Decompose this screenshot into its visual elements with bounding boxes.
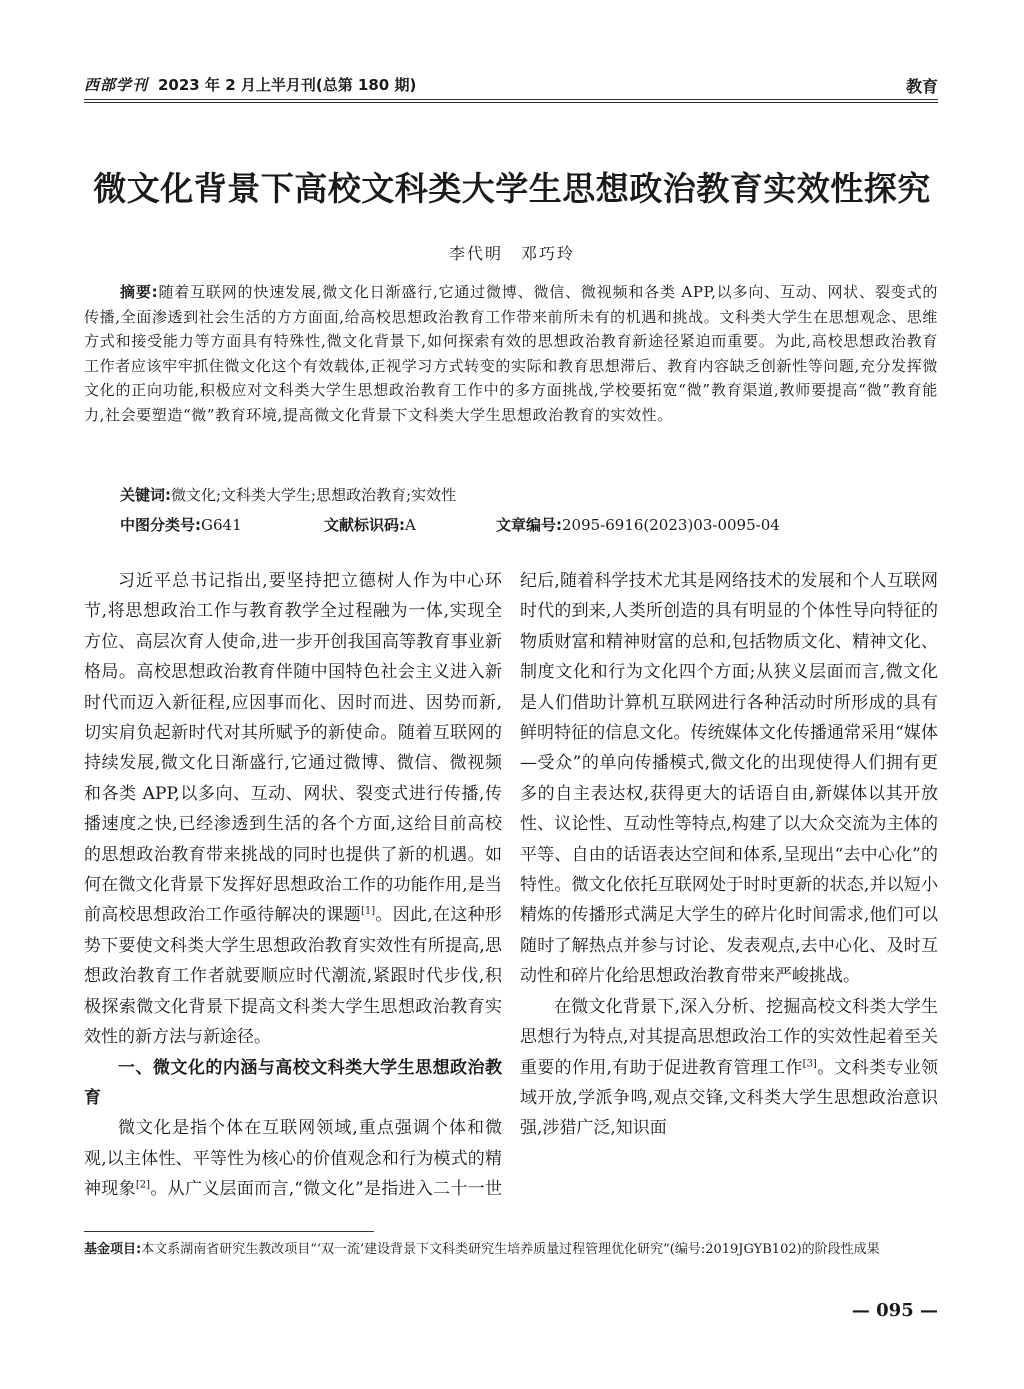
- funding-text: 本文系湖南省研究生教改项目“‘双一流’建设背景下文科类研究生培养质量过程管理优化研究”(编号:2019JGYB102)的阶段性成果: [141, 1242, 880, 1257]
- header-rule-bottom: [84, 102, 938, 103]
- citation-ref: [2]: [135, 1179, 151, 1191]
- article-number: 文章编号:2095-6916(2023)03-0095-04: [496, 516, 780, 534]
- abstract-label: 摘要:: [120, 283, 159, 301]
- body-column-left: [84, 566, 938, 1206]
- header-rule-top: [84, 99, 938, 100]
- article-authors: 李代明 邓巧玲: [448, 244, 575, 263]
- body-paragraph: 习近平总书记指出,要坚持把立德树人作为中心环节,将思想政治工作与教育教学全过程融为一体,实现全方位、高层次育人使命,进一步开创我国高等教育事业新格局。高校思想政治教育伴随中国特色社会主义进入新时代而迈入新征程,应因事而化、因时而进、因势而新,切实肩负起新时代对其所赋予的新使命。随着互联网的持续发展,微文化日渐盛行,它通过微博、微信、微视频和各类 APP,以多向、互动、网状、裂变式进行传播,传播速度之快,已经渗透到生活的各个方面,这给目前高校的思想政治教育带来挑战的同时也提供了新的机遇。如何在微文化背景下发挥好思想政治工作的功能作用,是当前高校思想政治工作亟待解决的课题[1]。因此,在这种形势下要使文科类大学生思想政治教育实效性有所提高,思想政治教育工作者就要顺应时代潮流,紧跟时代步伐,积极探索微文化背景下提高文科类大学生思想政治教育实效性的新方法与新途径。: [84, 571, 503, 1048]
- abstract-text: 随着互联网的快速发展,微文化日渐盛行,它通过微博、微信、微视频和各类 APP,以多向、互动、网状、裂变式的传播,全面渗透到社会生活的方方面面,给高校思想政治教育工作带来前所未有的机遇和挑战。文科类大学生在思想观念、思维方式和接受能力等方面具有特殊性,微文化背景下,如何探索有效的思想政治教育新途径紧迫而重要。为此,高校思想政治教育工作者应该牢牢抓住微文化这个有效载体,正视学习方式转变的实际和教育思想滞后、教育内容缺乏创新性等问题,充分发挥微文化的正向功能,积极应对文科类大学生思想政治教育工作中的多方面挑战,学校要拓宽“微”教育渠道,教师要提高“微”教育能力,社会要塑造“微”教育环境,提高微文化背景下文科类大学生思想政治教育的实效性。: [84, 283, 938, 424]
- document-code: 文献标识码:A: [324, 516, 416, 534]
- classification-line: [120, 515, 938, 535]
- body-paragraph-3: 在微文化背景下,深入分析、挖掘高校文科类大学生思想行为特点,对其提高思想政治工作的实效性起着至关重要的作用,有助于促进教育管理工作[3]。文科类专业领域开放,学派争鸣,观点交锋,文科类大学生思想政治意识强,涉猎广泛,知识面: [520, 996, 938, 1139]
- citation-ref: [3]: [802, 1057, 817, 1069]
- funding-note: [84, 1240, 938, 1260]
- footnote-rule: [84, 1231, 374, 1232]
- keywords: [120, 485, 938, 505]
- keywords-text: 微文化;文科类大学生;思想政治教育;实效性: [171, 486, 457, 504]
- clc-code: 中图分类号:G641: [120, 516, 242, 534]
- journal-masthead: 西部学刊: [84, 76, 149, 94]
- issue-info: 2023 年 2 月上半月刊(总第 180 期): [158, 76, 417, 94]
- section-heading: 一、微文化的内涵与高校文科类大学生思想政治教育: [84, 1057, 502, 1108]
- body-paragraph: 微文化是指个体在互联网领域,重点强调个体和微观,以主体性、平等性为核心的价值观念和行为模式的精神现象[2]。从广义层面而言,“微文化”是指进入二十一世纪后,随着科学技术尤其是网络技术的发展和个人互联网时代的到来,人类所创造的具有明显的个体性导向特征的物质财富和精神财富的总和,包括物质文化、精神文化、制度文化和行为文化四个方面;从狭义层面而言,微文化是人们借助计算机互联网进行各种活动时所形成的具有鲜明特征的信息文化。传统媒体文化传播通常采用“媒体—受众”的单向传播模式,微文化的出现使得人们拥有更多的自主表达权,获得更大的话语自由,新媒体以其开放性、议论性、互动性等特点,构建了以大众交流为主体的平等、自由的话语表达空间和体系,呈现出“去中心化”的特性。微文化依托互联网处于时时更新的状态,并以短小精炼的传播形式满足大学生的碎片化时间需求,他们可以随时了解热点并参与讨论、发表观点,去中心化、及时互动性和碎片化给思想政治教育带来严峻挑战。 在微文化背景下,深入分析、挖掘高校文科类大学生思想行为特点,对其提高思想政治工作的实效性起着至关重要的作用,有助于促进教育管理工作[3]。文科类专业领域开放,学派争鸣,观点交锋,文科类大学生思想政治意识强,涉猎广泛,知识面: [84, 571, 938, 1200]
- page-number: — 095 —: [851, 1300, 938, 1321]
- running-header: [84, 74, 938, 100]
- abstract: [84, 280, 938, 427]
- section-name: 教育: [905, 77, 938, 96]
- funding-label: 基金项目:: [84, 1242, 142, 1257]
- keywords-label: 关键词:: [120, 486, 171, 504]
- article-title: 微文化背景下高校文科类大学生思想政治教育实效性探究: [93, 169, 931, 208]
- citation-ref: [1]: [360, 905, 376, 917]
